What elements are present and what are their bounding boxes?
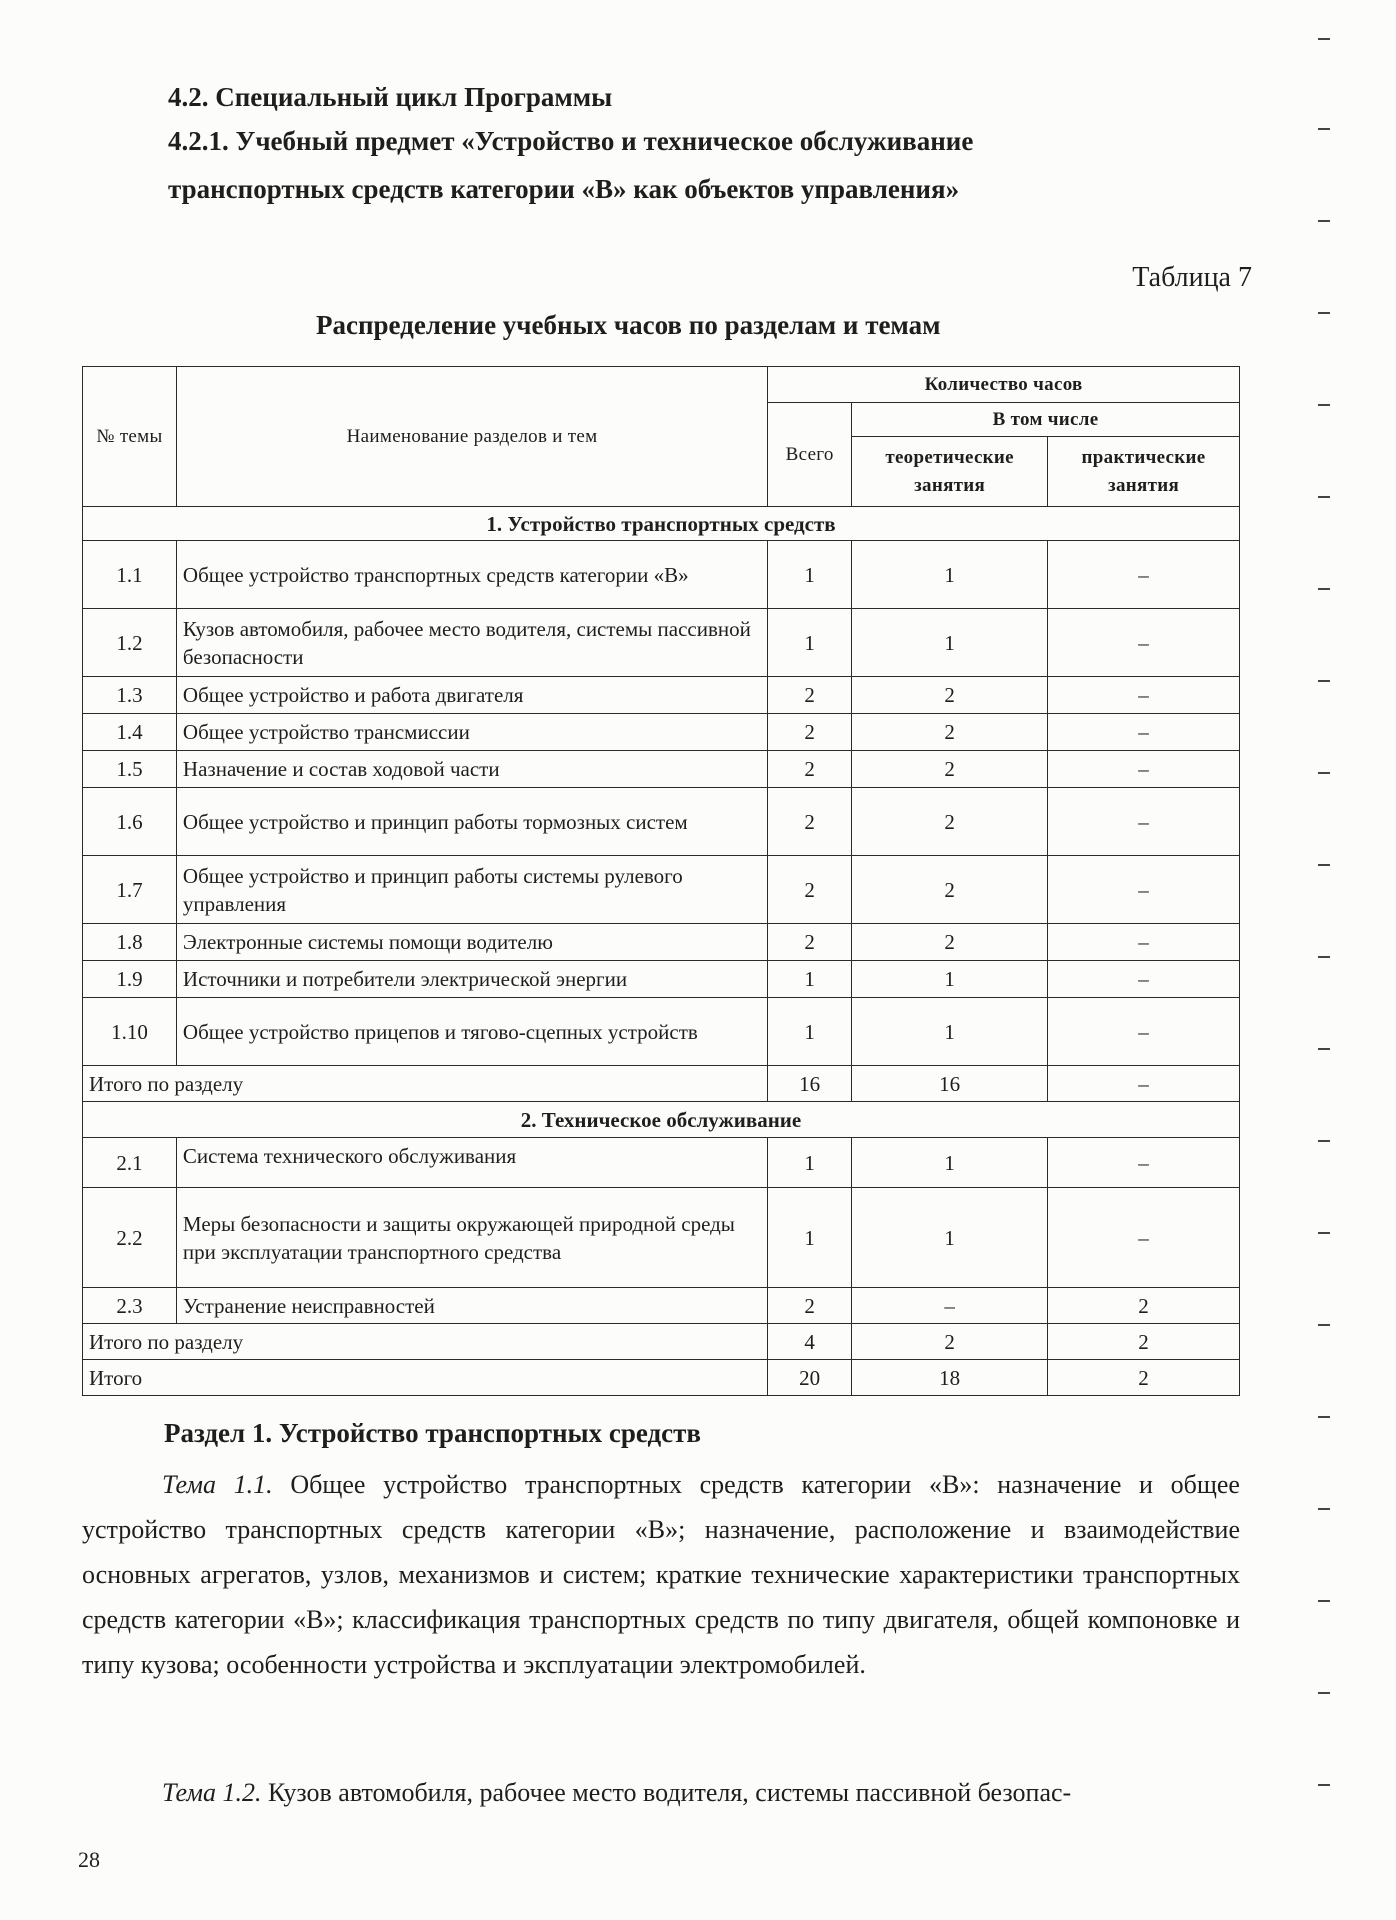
page-number: 28: [78, 1847, 100, 1872]
row-num: 1.3: [83, 677, 177, 714]
margin-mark: [1318, 1508, 1330, 1510]
subtotal-total: 4: [768, 1324, 852, 1360]
paragraph-topic-1-2: [82, 1770, 1240, 1815]
row-name: Общее устройство прицепов и тягово-сцепных устройств: [176, 998, 767, 1066]
paragraph-topic-1-1: [82, 1462, 1240, 1687]
subtotal-total: 16: [768, 1066, 852, 1102]
margin-mark: [1318, 864, 1330, 866]
margin-mark: [1318, 1048, 1330, 1050]
row-num: 1.4: [83, 714, 177, 751]
subtotal-label: Итого по разделу: [83, 1324, 768, 1360]
margin-mark: [1318, 772, 1330, 774]
row-practice: –: [1048, 714, 1240, 751]
table-row: [83, 751, 1240, 788]
row-name: Система технического обслуживания: [176, 1138, 767, 1188]
margin-mark: [1318, 220, 1330, 222]
row-name: Электронные системы помощи водителю: [176, 924, 767, 961]
margin-mark: [1318, 1232, 1330, 1234]
table-row: [83, 541, 1240, 609]
table-row: [83, 1288, 1240, 1324]
row-practice: –: [1048, 541, 1240, 609]
row-num: 2.3: [83, 1288, 177, 1324]
row-total: 1: [768, 998, 852, 1066]
row-theory: 1: [852, 541, 1048, 609]
table-row: [83, 1188, 1240, 1288]
paragraph-text: Кузов автомобиля, рабочее место водителя, системы пассивной безопас-: [261, 1778, 1072, 1807]
row-practice: –: [1048, 751, 1240, 788]
section-heading: 4.2. Специальный цикл Программы: [168, 82, 613, 112]
margin-mark: [1318, 956, 1330, 958]
table-row: [83, 998, 1240, 1066]
row-name: Общее устройство и принцип работы системы рулевого управления: [176, 856, 767, 924]
margin-mark: [1318, 1416, 1330, 1418]
header-name: Наименование разделов и тем: [176, 367, 767, 507]
row-total: 1: [768, 961, 852, 998]
table-title: Распределение учебных часов по разделам и темам: [316, 310, 941, 340]
subtotal-theory: 2: [852, 1324, 1048, 1360]
margin-mark: [1318, 38, 1330, 40]
section-1-title: 1. Устройство транспортных средств: [83, 507, 1240, 541]
section-2-title: 2. Техническое обслуживание: [83, 1102, 1240, 1138]
topic-label: Тема 1.2.: [162, 1778, 262, 1807]
row-practice: –: [1048, 677, 1240, 714]
grand-total-theory: 18: [852, 1360, 1048, 1396]
subtotal-row: [83, 1324, 1240, 1360]
row-practice: –: [1048, 788, 1240, 856]
table-row: [83, 856, 1240, 924]
subtotal-row: [83, 1066, 1240, 1102]
subtotal-theory: 16: [852, 1066, 1048, 1102]
margin-mark: [1318, 680, 1330, 682]
row-theory: 1: [852, 961, 1048, 998]
grand-total-row: [83, 1360, 1240, 1396]
row-total: 1: [768, 609, 852, 677]
row-practice: –: [1048, 924, 1240, 961]
row-name: Общее устройство и работа двигателя: [176, 677, 767, 714]
row-theory: 2: [852, 677, 1048, 714]
table-number: Таблица 7: [1132, 262, 1252, 293]
hours-table: [82, 366, 1240, 1396]
row-theory: 1: [852, 1138, 1048, 1188]
row-total: 1: [768, 1138, 852, 1188]
row-num: 2.2: [83, 1188, 177, 1288]
grand-total-practice: 2: [1048, 1360, 1240, 1396]
grand-total-total: 20: [768, 1360, 852, 1396]
margin-mark: [1318, 128, 1330, 130]
header-hours: Количество часов: [768, 367, 1240, 403]
row-total: 2: [768, 677, 852, 714]
section-1-heading: Раздел 1. Устройство транспортных средств: [164, 1418, 701, 1448]
header-num: № темы: [83, 367, 177, 507]
row-theory: 1: [852, 998, 1048, 1066]
row-practice: –: [1048, 609, 1240, 677]
table-row: [83, 677, 1240, 714]
margin-mark: [1318, 588, 1330, 590]
row-total: 2: [768, 751, 852, 788]
table-row: [83, 924, 1240, 961]
row-theory: 2: [852, 924, 1048, 961]
table-row: [83, 961, 1240, 998]
table-row: [83, 714, 1240, 751]
row-theory: 2: [852, 788, 1048, 856]
table-row: [83, 1138, 1240, 1188]
row-practice: –: [1048, 1138, 1240, 1188]
row-practice: –: [1048, 1188, 1240, 1288]
row-theory: –: [852, 1288, 1048, 1324]
row-total: 1: [768, 1188, 852, 1288]
row-practice: –: [1048, 998, 1240, 1066]
row-total: 2: [768, 788, 852, 856]
row-num: 1.6: [83, 788, 177, 856]
row-total: 2: [768, 924, 852, 961]
row-name: Источники и потребители электрической энергии: [176, 961, 767, 998]
row-theory: 1: [852, 1188, 1048, 1288]
subtotal-label: Итого по разделу: [83, 1066, 768, 1102]
subject-heading-line1: 4.2.1. Учебный предмет «Устройство и техническое обслуживание: [168, 126, 974, 156]
grand-total-label: Итого: [83, 1360, 768, 1396]
margin-mark: [1318, 1324, 1330, 1326]
row-num: 1.8: [83, 924, 177, 961]
row-practice: 2: [1048, 1288, 1240, 1324]
header-including: В том числе: [852, 403, 1240, 437]
row-theory: 2: [852, 856, 1048, 924]
row-theory: 1: [852, 609, 1048, 677]
margin-mark: [1318, 496, 1330, 498]
row-practice: –: [1048, 856, 1240, 924]
header-practice: практические занятия: [1048, 437, 1240, 507]
row-name: Общее устройство трансмиссии: [176, 714, 767, 751]
margin-mark: [1318, 1692, 1330, 1694]
row-name: Назначение и состав ходовой части: [176, 751, 767, 788]
row-name: Устранение неисправностей: [176, 1288, 767, 1324]
row-total: 2: [768, 714, 852, 751]
margin-mark: [1318, 1600, 1330, 1602]
table-row: [83, 788, 1240, 856]
row-num: 1.1: [83, 541, 177, 609]
row-num: 2.1: [83, 1138, 177, 1188]
row-name: Меры безопасности и защиты окружающей природной среды при эксплуатации транспортного средства: [176, 1188, 767, 1288]
paragraph-text: Общее устройство транспортных средств категории «В»: назначение и общее устройство транспортных средств категории «В»; назначение, расположение и взаимодействие основных агрегатов, узлов, механизмов и систем; краткие технические характеристики транспортных средств категории «В»; классификация транспортных средств по типу двигателя, общей компоновке и типу кузова; особенности устройства и эксплуатации электромобилей.: [82, 1470, 1240, 1679]
row-name: Общее устройство и принцип работы тормозных систем: [176, 788, 767, 856]
subject-heading-line2: транспортных средств категории «В» как объектов управления»: [168, 174, 960, 204]
margin-mark: [1318, 1140, 1330, 1142]
row-num: 1.7: [83, 856, 177, 924]
row-theory: 2: [852, 751, 1048, 788]
row-num: 1.5: [83, 751, 177, 788]
row-total: 2: [768, 1288, 852, 1324]
row-practice: –: [1048, 961, 1240, 998]
row-theory: 2: [852, 714, 1048, 751]
row-name: Кузов автомобиля, рабочее место водителя, системы пассивной безопасности: [176, 609, 767, 677]
subtotal-practice: 2: [1048, 1324, 1240, 1360]
row-num: 1.10: [83, 998, 177, 1066]
margin-mark: [1318, 1784, 1330, 1786]
row-num: 1.2: [83, 609, 177, 677]
header-theory: теоретические занятия: [852, 437, 1048, 507]
margin-mark: [1318, 404, 1330, 406]
header-total: Всего: [768, 403, 852, 507]
table-row: [83, 609, 1240, 677]
row-name: Общее устройство транспортных средств категории «В»: [176, 541, 767, 609]
row-total: 1: [768, 541, 852, 609]
margin-mark: [1318, 312, 1330, 314]
subtotal-practice: –: [1048, 1066, 1240, 1102]
row-num: 1.9: [83, 961, 177, 998]
topic-label: Тема 1.1.: [162, 1470, 273, 1499]
row-total: 2: [768, 856, 852, 924]
